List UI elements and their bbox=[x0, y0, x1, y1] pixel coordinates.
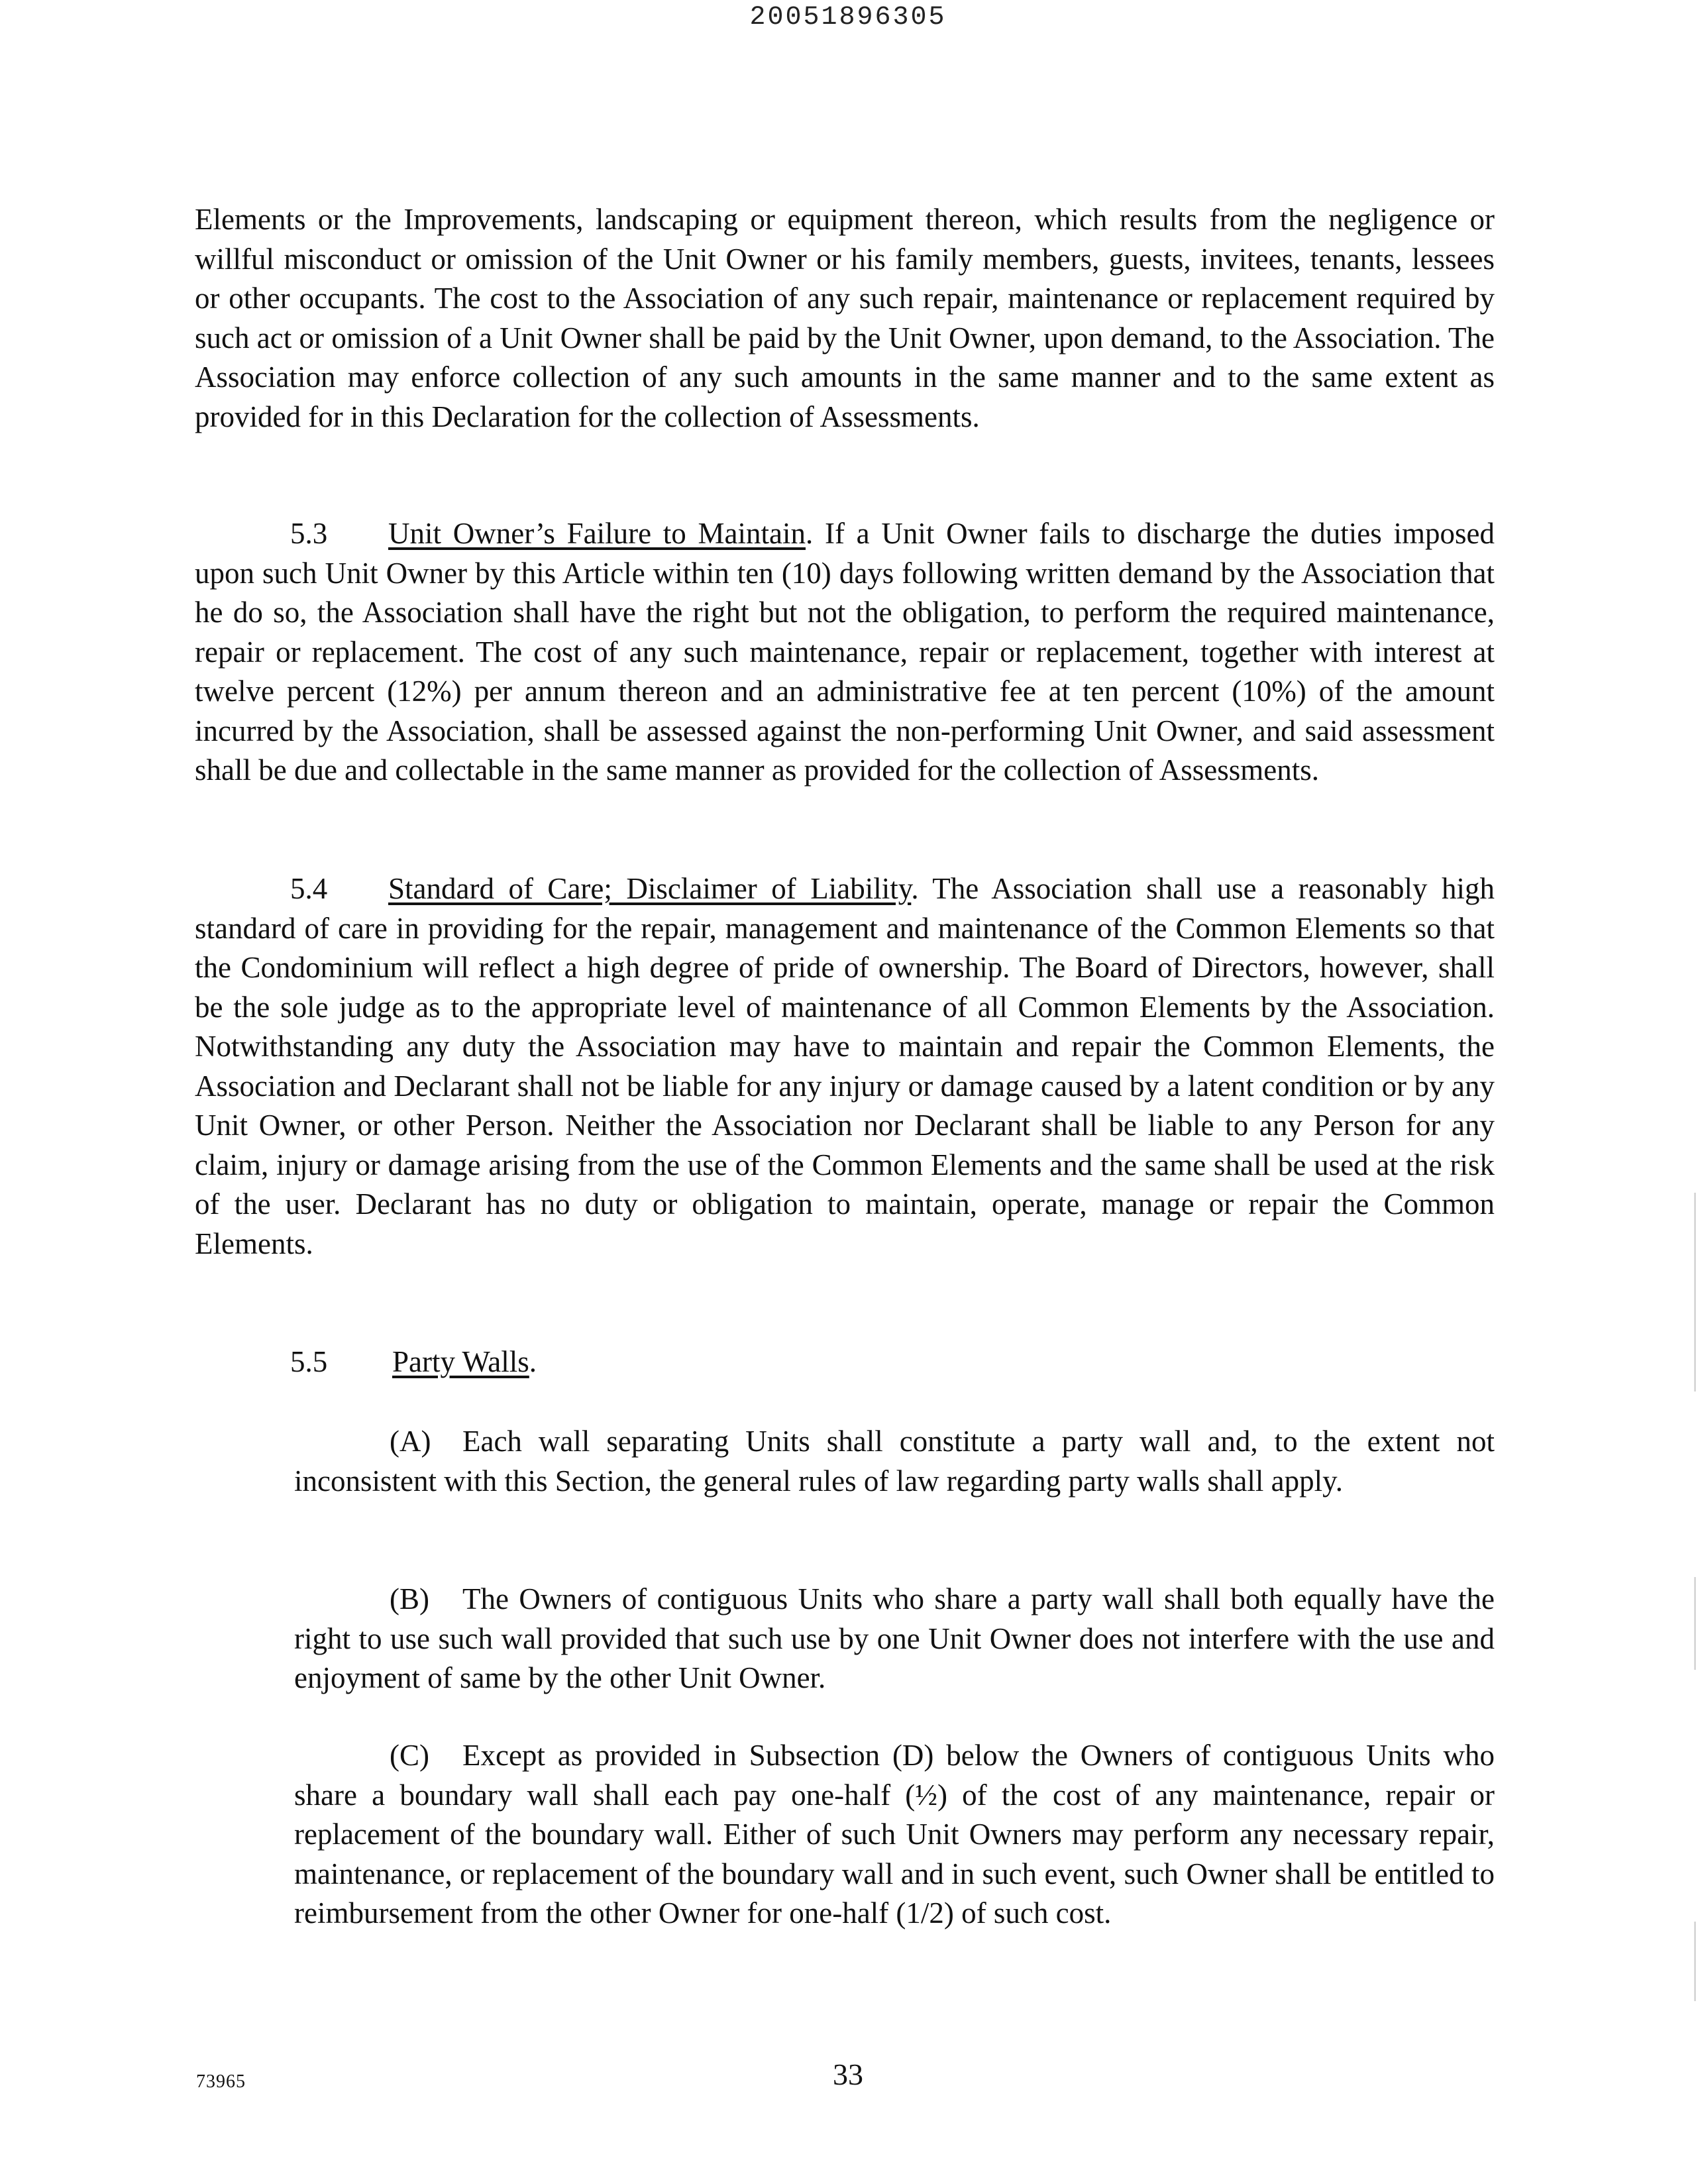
section-number: 5.3 bbox=[290, 517, 328, 550]
subsection-label: (A) bbox=[390, 1425, 431, 1458]
subsection-label: (B) bbox=[390, 1582, 429, 1615]
subsection-label: (C) bbox=[390, 1739, 429, 1772]
section-number: 5.4 bbox=[290, 872, 328, 905]
section-5-3 bbox=[195, 514, 1495, 791]
section-title: Standard of Care; Disclaimer of Liability bbox=[388, 872, 912, 905]
section-5-4 bbox=[195, 869, 1495, 1264]
page-number: 33 bbox=[833, 2057, 863, 2091]
section-title: Party Walls bbox=[392, 1345, 529, 1378]
section-number: 5.5 bbox=[290, 1345, 328, 1378]
section-body: . If a Unit Owner fails to discharge the duties imposed upon such Unit Owner by this Article within ten (10) days following written demand by the Association that he do so, the Association shall have the right but not the obligation, to perform the required maintenance, repair or replacement. The cost of any such maintenance, repair or replacement, together with interest at twelve percent (12%) per annum thereon and an administrative fee at ten percent (10%) of the amount incurred by the Association, shall be assessed against the non-performing Unit Owner, and said assessment shall be due and collectable in the same manner as provided for the collection of Assessments. bbox=[195, 517, 1495, 787]
document-id: 20051896305 bbox=[749, 3, 947, 32]
subsection-c bbox=[294, 1736, 1495, 1934]
section-title: Unit Owner’s Failure to Maintain bbox=[388, 517, 806, 550]
continuation-paragraph: Elements or the Improvements, landscaping or equipment thereon, which results from the negligence or willful misconduct or omission of the Unit Owner or his family members, guests, invitees, tenants, lessees or other occupants. The cost to the Association of any such repair, maintenance or replacement required by such act or omission of a Unit Owner shall be paid by the Unit Owner, upon demand, to the Association. The Association may enforce collection of any such amounts in the same manner and to the same extent as provided for in this Declaration for the collection of Assessments. bbox=[195, 203, 1495, 433]
section-body: . The Association shall use a reasonably high standard of care in providing for the repair, management and maintenance of the Common Elements so that the Condominium will reflect a high degree of pride of ownership. The Board of Directors, however, shall be the sole judge as to the appropriate level of maintenance of all Common Elements by the Association. Notwithstanding any duty the Association may have to maintain and repair the Common Elements, the Association and Declarant shall not be liable for any injury or damage caused by a latent condition or by any Unit Owner, or other Person. Neither the Association nor Declarant shall be liable to any Person for any claim, injury or damage arising from the use of the Common Elements and the same shall be used at the risk of the user. Declarant has no duty or obligation to maintain, operate, manage or repair the Common Elements. bbox=[195, 872, 1495, 1260]
subsection-text: Each wall separating Units shall constitute a party wall and, to the extent not inconsistent with this Section, the general rules of law regarding party walls shall apply. bbox=[294, 1425, 1495, 1498]
subsection-b bbox=[294, 1580, 1495, 1698]
subsection-text: The Owners of contiguous Units who share a party wall shall both equally have the right to use such wall provided that such use by one Unit Owner does not interfere with the use and enjoyment of same by the other Unit Owner. bbox=[294, 1582, 1495, 1694]
subsection-text: Except as provided in Subsection (D) below the Owners of contiguous Units who share a boundary wall shall each pay one-half (½) of the cost of any maintenance, repair or replacement of the boundary wall. Either of such Unit Owners may perform any necessary repair, maintenance, or replacement of the boundary wall and in such event, such Owner shall be entitled to reimbursement from the other Owner for one-half (1/2) of such cost. bbox=[294, 1739, 1495, 1930]
footer-code: 73965 bbox=[196, 2071, 246, 2092]
subsection-a bbox=[294, 1422, 1495, 1501]
section-5-5 bbox=[290, 1342, 537, 1382]
section-body: . bbox=[529, 1345, 537, 1378]
